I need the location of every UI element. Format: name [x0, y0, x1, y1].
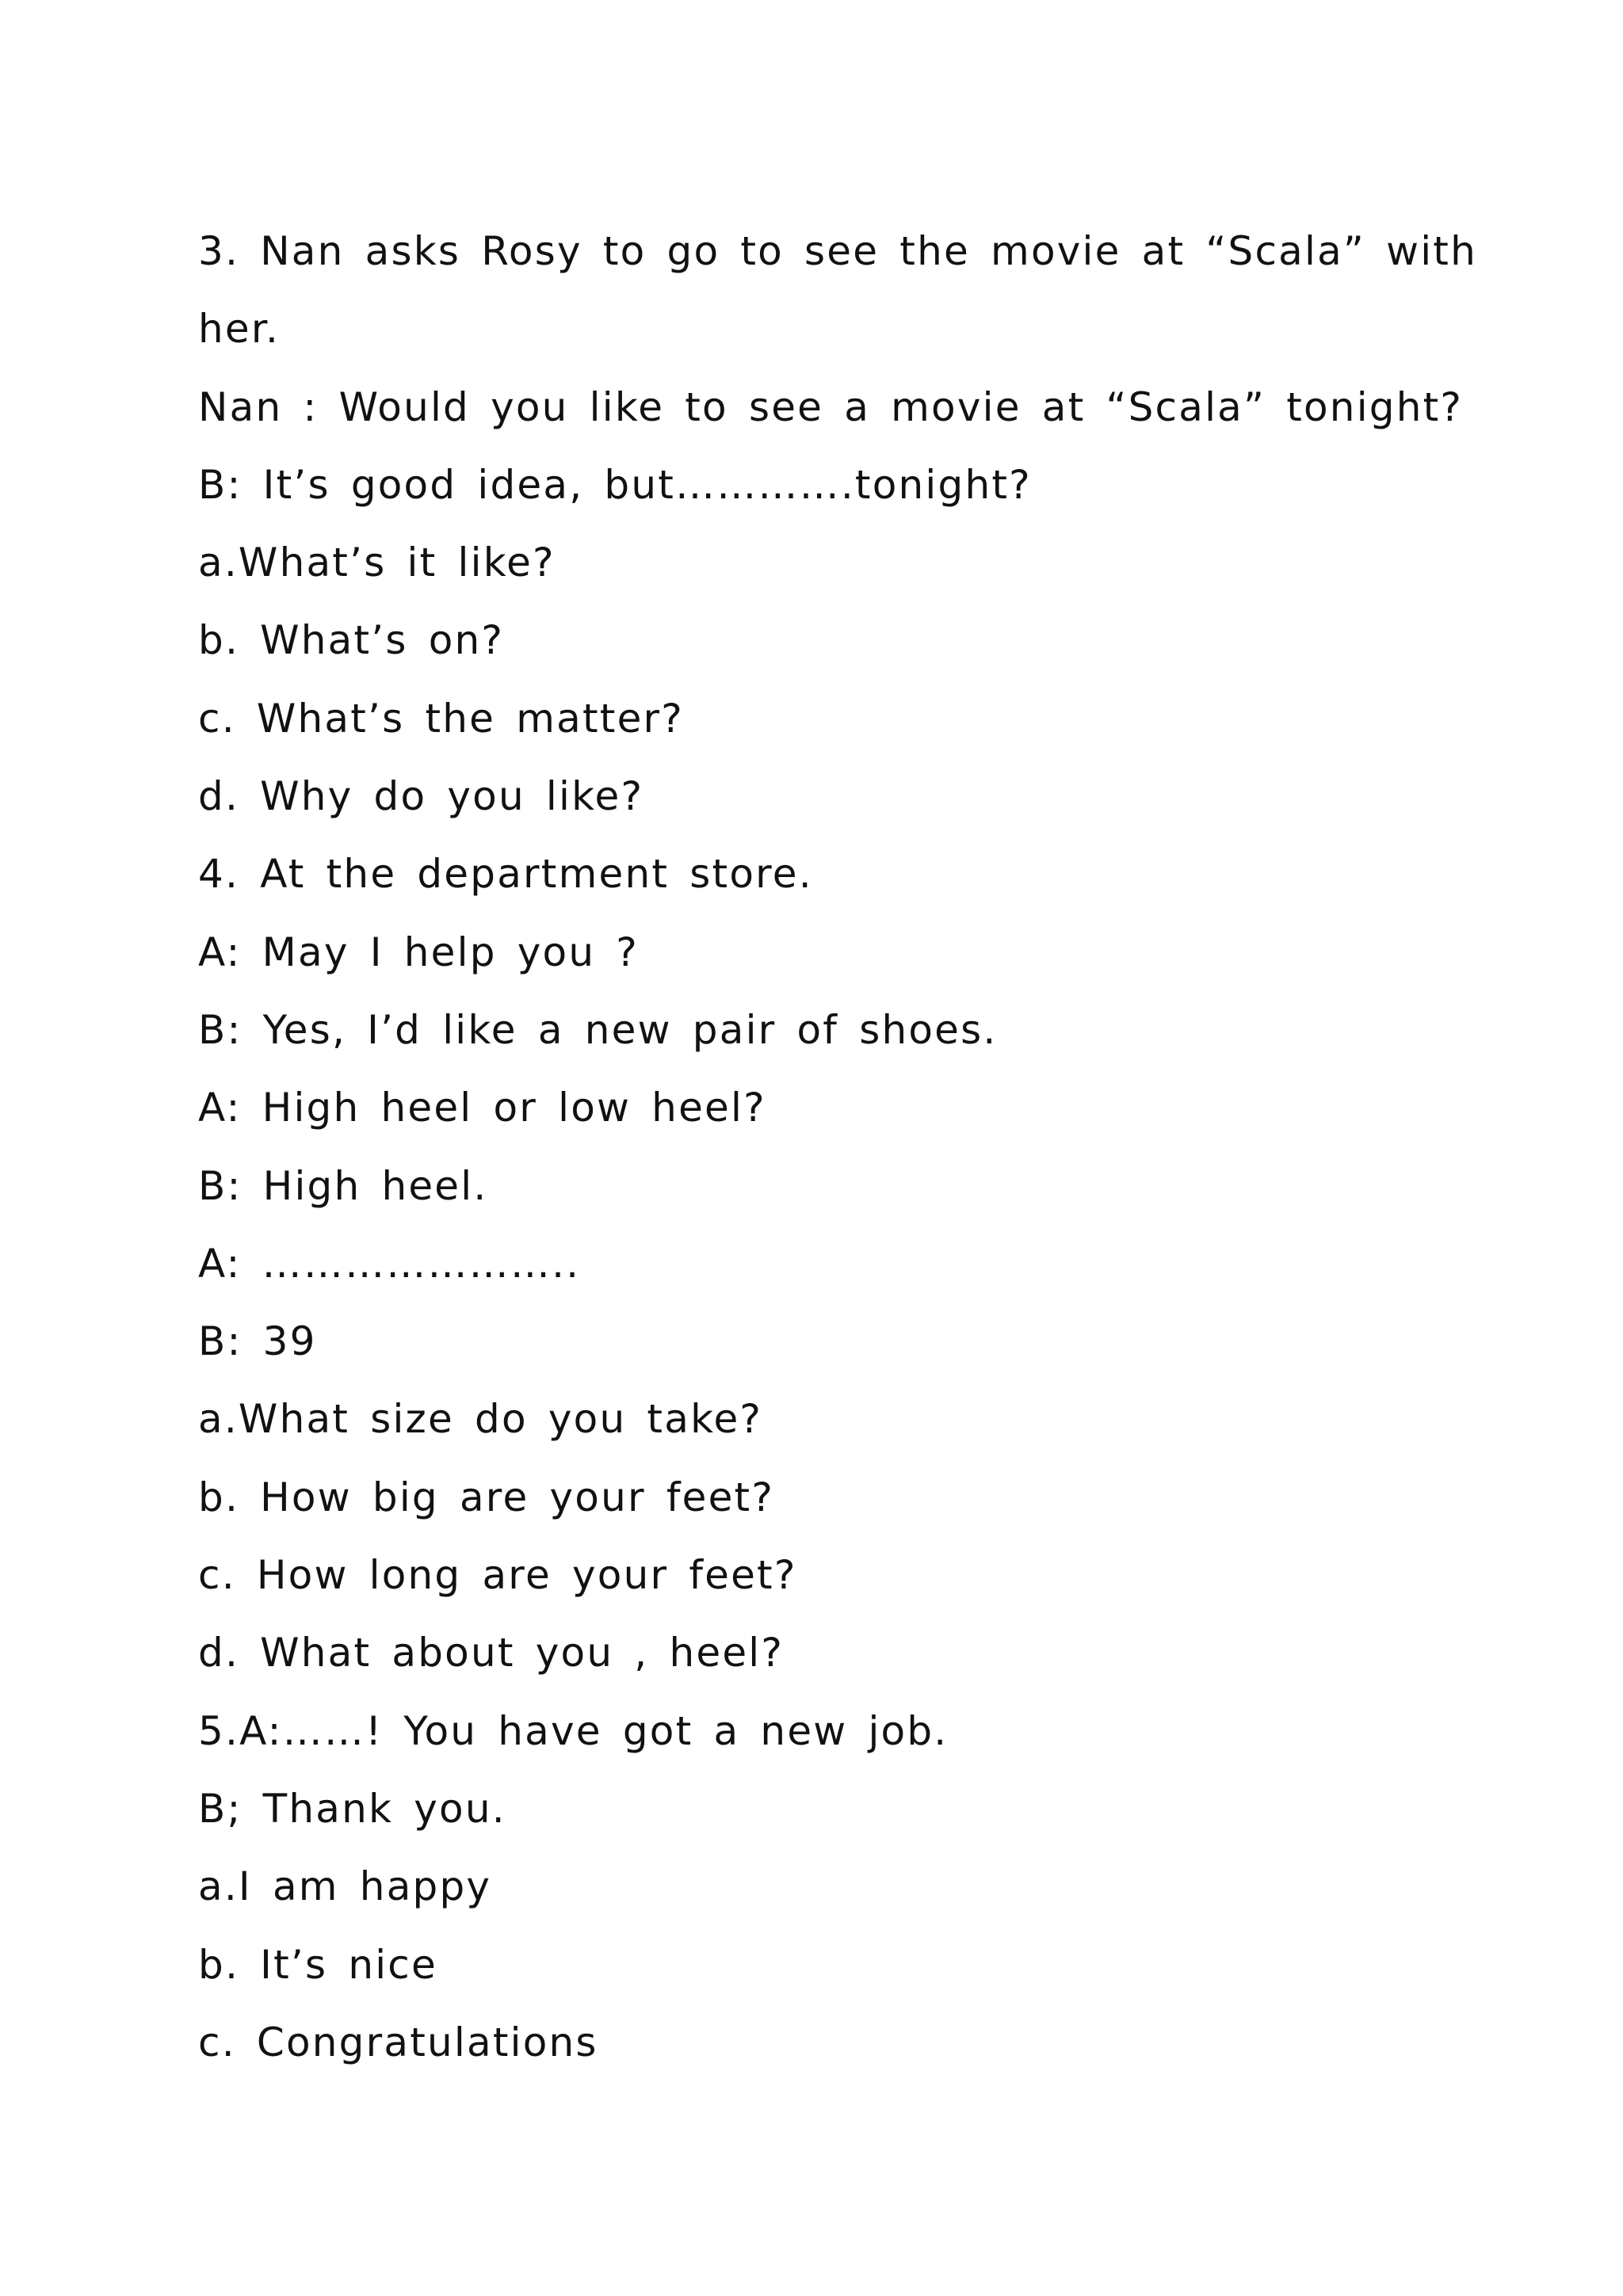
dialogue-line: A: May I help you ?	[198, 929, 640, 975]
question-3-line-2: her.	[198, 306, 281, 353]
dialogue-line: B: High heel.	[198, 1162, 488, 1209]
answer-option: b. What’s on?	[198, 617, 505, 664]
answer-option: c. Congratulations	[198, 2019, 598, 2065]
dialogue-line: A: …………………..	[198, 1240, 581, 1287]
dialogue-line: Nan : Would you like to see a movie at “Scala” tonight?	[198, 383, 1464, 430]
answer-option: a.I am happy	[198, 1863, 492, 1910]
answer-option: d. What about you , heel?	[198, 1630, 785, 1676]
dialogue-line: B: It’s good idea, but………….tonight?	[198, 461, 1032, 508]
answer-option: c. How long are your feet?	[198, 1552, 797, 1599]
question-5-line: 5.A:……! You have got a new job.	[198, 1707, 949, 1754]
question-4-heading: 4. At the department store.	[198, 851, 813, 898]
dialogue-line: B: Yes, I’d like a new pair of shoes.	[198, 1006, 998, 1053]
dialogue-line: B: 39	[198, 1318, 317, 1365]
answer-option: b. It’s nice	[198, 1941, 437, 1988]
answer-option: a.What size do you take?	[198, 1396, 763, 1443]
dialogue-line: A: High heel or low heel?	[198, 1085, 766, 1131]
dialogue-line: B; Thank you.	[198, 1785, 506, 1832]
answer-option: b. How big are your feet?	[198, 1474, 775, 1520]
answer-option: a.What’s it like?	[198, 540, 556, 586]
question-3-line-1: 3. Nan asks Rosy to go to see the movie at “Scala” with	[198, 228, 1477, 274]
answer-option: c. What’s the matter?	[198, 695, 685, 742]
answer-option: d. Why do you like?	[198, 773, 644, 820]
document-body	[198, 212, 1477, 2081]
